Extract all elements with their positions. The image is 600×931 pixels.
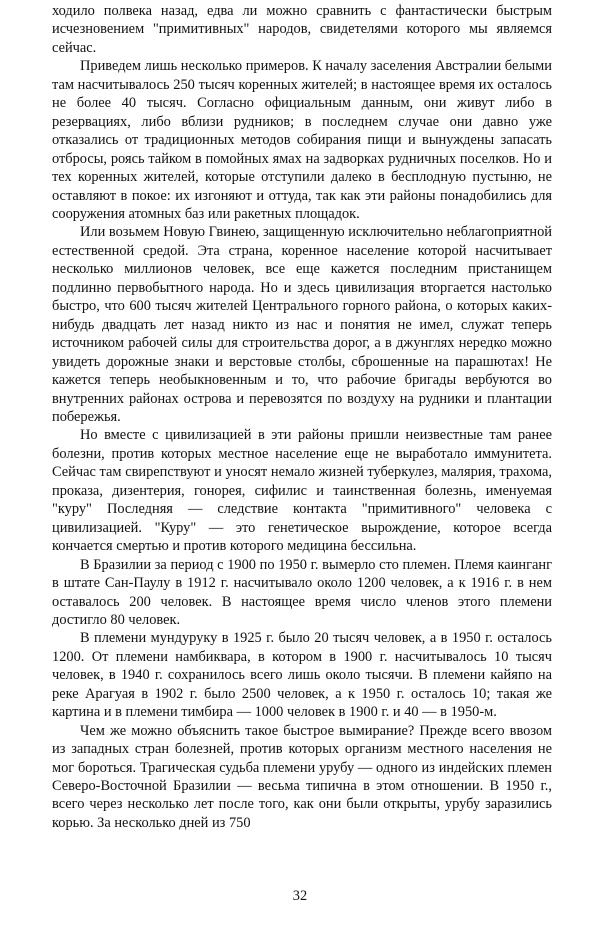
paragraph-diseases: Но вместе с цивилизацией в эти районы пришли неизвестные там ранее болезни, против которых местное население еще не выработало иммунитета. Сейчас там свирепствуют и уносят немало жизней туберкулез, малярия, трахома, проказа, дизентерия, гонорея, сифилис и таинственная болезнь, именуемая "куру" Последняя — следствие контакта "примитивного" человека с цивилизацией. "Куру" — это генетическое вырождение, которое всегда кончается смертью и против которого медицина бессильна. <box>52 427 552 555</box>
paragraph-brazil: В Бразилии за период с 1900 по 1950 г. вымерло сто племен. Племя каинганг в штате Сан-Паулу в 1912 г. насчитывало около 1200 человек, а к 1916 г. в нем оставалось 200 человек. В настоящее время число членов этого племени достигло 80 человек. <box>52 556 552 628</box>
paragraph-new-guinea: Или возьмем Новую Гвинею, защищенную исключительно неблагоприятной естественной средой. Эта страна, коренное население которой насчитывает несколько миллионов человек, все еще кажется последним пристанищем подлинно первобытного народа. Но и здесь цивилизация вторгается настолько быстро, что 600 тысяч жителей Центрального горного района, о которых каких-нибудь двадцать лет назад никто из нас и понятия не имел, служат теперь источником рабочей силы для строительства дорог, а в джунглях нередко можно увидеть дорожные знаки и верстовые столбы, сброшенные на парашютах! Не кажется теперь необыкновенным и то, что рабочие бригады вербуются во внутренних районах острова и перевозятся по воздуху на рудники и плантации побережья. <box>52 224 552 425</box>
paragraph-australia: Приведем лишь несколько примеров. К началу заселения Австралии белыми там насчитывалось 250 тысяч коренных жителей; в настоящее время их осталось не более 40 тысяч. Согласно официальным данным, они живут либо в резервациях, либо вблизи рудников; в последнем случае они давно уже отказались от традиционных методов собирания пищи и вынуждены запасать отбросы, роясь тайком в помойных ямах на задворках рудничных поселков. Но и тех коренных жителей, которые отступили далеко в бесплодную пустыню, не оставляют в покое: их изгоняют и оттуда, так как эти районы понадобились для сооружения атомных баз или ракетных площадок. <box>52 58 552 222</box>
paragraph-extinction: Чем же можно объяснить такое быстрое вымирание? Прежде всего ввозом из западных стран болезней, против которых организм местного населения не мог бороться. Трагическая судьба племени урубу — одного из индейских племен Северо-Восточной Бразилии — весьма типична в этом отношении. В 1950 г., всего через несколько лет после того, как они были открыты, урубу заразились корью. За несколько дней из 750 <box>52 722 552 831</box>
page-number: 32 <box>292 888 308 904</box>
paragraph-tribes: В племени мундуруку в 1925 г. было 20 тысяч человек, а в 1950 г. осталось 1200. От племени намбиквара, в котором в 1900 г. насчитывалось 10 тысяч человек, в 1940 г. сохранилось всего лишь около тысячи. В племени кайяпо на реке Арагуая в 1902 г. было 2500 человек, а к 1950 г. осталось 10; такая же картина и в племени тимбира — 1000 человек в 1900 г. и 40 — в 1950-м. <box>52 630 552 721</box>
body-text <box>52 2 552 832</box>
paragraph-continuation: ходило полвека назад, едва ли можно сравнить с фантастически быстрым исчезновением "примитивных" народов, свидетелями которого мы являемся сейчас. <box>52 3 552 56</box>
